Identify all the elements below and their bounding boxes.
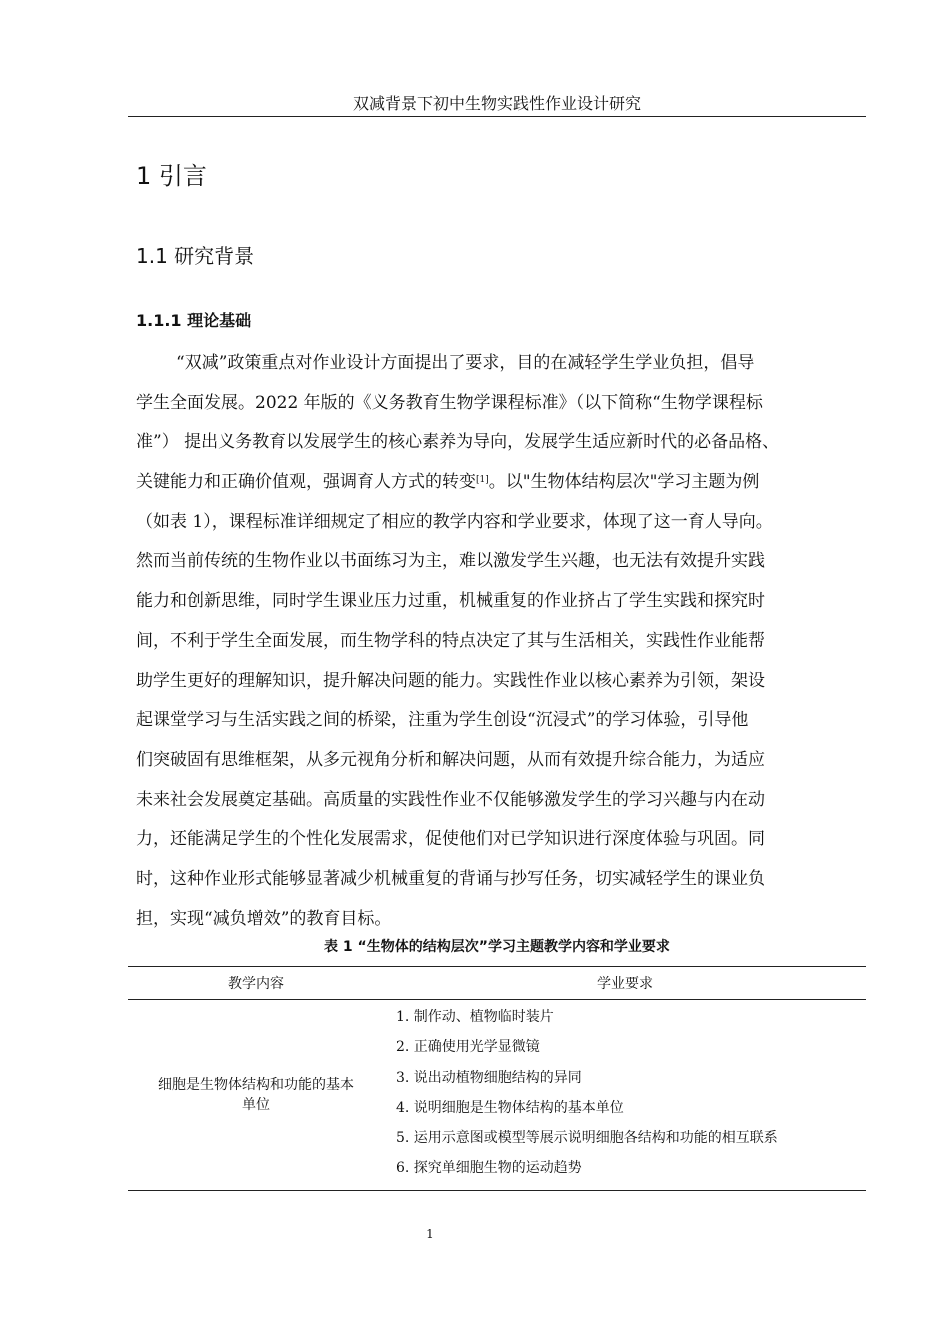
chapter-heading: 1 引言 <box>136 162 207 190</box>
section-heading: 1.1 研究背景 <box>136 244 255 268</box>
paragraph-line: 起课堂学习与生活实践之间的桥梁，注重为学生创设“沉浸式”的学习体验，引导他 <box>136 710 749 731</box>
table-caption: 表 1 “生物体的结构层次”学习主题教学内容和学业要求 <box>324 939 670 955</box>
list-item: 6. 探究单细胞生物的运动趋势 <box>396 1160 582 1177</box>
content-text: 细胞是生物体结构和功能的基本单位 <box>158 1076 354 1113</box>
list-item: 1. 制作动、植物临时装片 <box>396 1009 554 1025</box>
list-item: 3. 说出动植物细胞结构的异同 <box>396 1069 582 1086</box>
subsection-heading: 1.1.1 理论基础 <box>136 311 252 330</box>
body-paragraph <box>136 344 856 939</box>
table-cell-requirements <box>384 1000 866 1191</box>
paragraph-line: 担，实现“减负增效”的教育目标。 <box>136 908 392 929</box>
running-header <box>128 94 866 117</box>
table-header-requirements: 学业要求 <box>384 967 866 1000</box>
paragraph-line: 时，这种作业形式能够显著减少机械重复的背诵与抄写任务，切实减轻学生的课业负 <box>136 868 765 889</box>
list-item: 2. 正确使用光学显微镜 <box>396 1039 540 1056</box>
curriculum-table <box>128 966 866 1191</box>
running-header-title: 双减背景下初中生物实践性作业设计研究 <box>352 94 641 113</box>
page-number: 1 <box>426 1227 434 1241</box>
table-row <box>128 1000 866 1191</box>
table-header-content: 教学内容 <box>128 967 384 1000</box>
paragraph-line: “双减”政策重点对作业设计方面提出了要求，目的在减轻学生学业负担，倡导 <box>176 353 755 373</box>
paragraph-line <box>136 463 856 503</box>
paragraph-line: 力，还能满足学生的个性化发展需求，促使他们对已学知识进行深度体验与巩固。同 <box>136 829 765 850</box>
paragraph-line: 助学生更好的理解知识，提升解决问题的能力。实践性作业以核心素养为引领，架设 <box>136 670 765 691</box>
paragraph-line: 然而当前传统的生物作业以书面练习为主，难以激发学生兴趣，也无法有效提升实践 <box>136 551 765 572</box>
paragraph-line: 准”） 提出义务教育以发展学生的核心素养为导向，发展学生适应新时代的必备品格、 <box>136 432 780 453</box>
paragraph-line: 未来社会发展奠定基础。高质量的实践性作业不仅能够激发学生的学习兴趣与内在动 <box>136 789 765 810</box>
citation-link[interactable]: [1] <box>476 475 489 486</box>
paragraph-line: 学生全面发展。2022 年版的《义务教育生物学课程标准》（以下简称“生物学课程标 <box>136 392 763 413</box>
paragraph-text: 关键能力和正确价值观，强调育人方式的转变 <box>136 472 476 493</box>
paragraph-line: 们突破固有思维框架，从多元视角分析和解决问题，从而有效提升综合能力，为适应 <box>136 749 765 770</box>
requirement-list <box>388 1000 866 1190</box>
paragraph-line: （如表 1），课程标准详细规定了相应的教学内容和学业要求，体现了这一育人导向。 <box>136 511 773 532</box>
paragraph-line: 能力和创新思维，同时学生课业压力过重，机械重复的作业挤占了学生实践和探究时 <box>136 591 765 612</box>
paragraph-text: 。以"生物体结构层次"学习主题为例 <box>488 472 760 493</box>
list-item: 5. 运用示意图或模型等展示说明细胞各结构和功能的相互联系 <box>396 1130 778 1147</box>
paragraph-line: 间，不利于学生全面发展，而生物学科的特点决定了其与生活相关，实践性作业能帮 <box>136 630 765 651</box>
table-header-row <box>128 967 866 1000</box>
table-cell-content <box>128 1000 384 1191</box>
list-item: 4. 说明细胞是生物体结构的基本单位 <box>396 1099 624 1116</box>
